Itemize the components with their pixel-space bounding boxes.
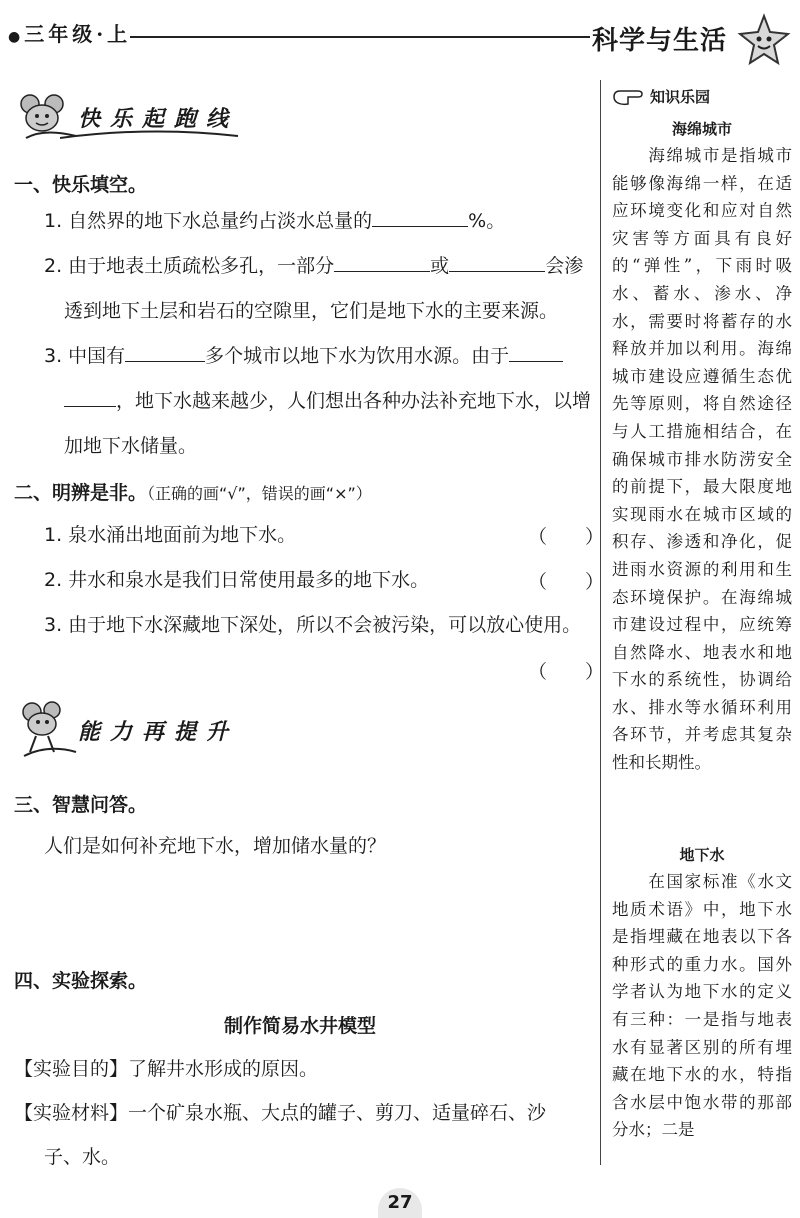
- section2-title: 二、明辨是非。: [14, 482, 148, 504]
- q3-blank-2a[interactable]: [509, 343, 563, 362]
- running-mouse-icon: [14, 700, 78, 760]
- happy-start-title: 快乐起跑线: [78, 105, 239, 132]
- grade-label: [8, 18, 131, 47]
- q3-blank-2b[interactable]: [64, 388, 116, 407]
- tf-item-3: 3. 由于地下水深藏地下深处，所以不会被污染，可以放心使用。: [44, 614, 582, 636]
- section2-heading: [14, 478, 372, 505]
- experiment-title: 制作简易水井模型: [223, 1015, 376, 1037]
- experiment-materials: 【实验材料】一个矿泉水瓶、大点的罐子、剪刀、适量碎石、沙: [14, 1102, 547, 1124]
- ability-up-title: 能力再提升: [78, 718, 239, 745]
- sidebar-title-groundwater: 地下水: [679, 846, 725, 864]
- tf-item-1: 1. 泉水涌出地面前为地下水。: [44, 524, 297, 546]
- banner-swoosh: [60, 128, 240, 142]
- sidebar-body-sponge-city: 海绵城市是指城市能够像海绵一样，在适应环境变化和应对自然灾害等方面具有良好的“弹性”，下雨时吸水、蓄水、渗水、净水，需要时将蓄存的水释放并加以利用。海绵城市建设应遵循生态优先等原则，将自然途径与人工措施相结合，在确保城市排水防涝安全的前提下，最大限度地实现雨水在城市区域的积存、渗透和净化，促进雨水资源的利用和生态环境保护。在海绵城市建设过程中，应统筹自然降水、地表水和地下水的系统性，协调给水、排水等水循环利用各环节，并考虑其复杂性和长期性。: [612, 146, 792, 773]
- q3-line2: [64, 388, 591, 414]
- q2-blank-2[interactable]: [449, 253, 545, 272]
- experiment-materials-cont: 子、水。: [44, 1146, 121, 1168]
- q1: [44, 208, 505, 234]
- tf-answer-1[interactable]: （ ）: [528, 526, 605, 548]
- ability-up-banner: [14, 700, 238, 760]
- q3-line1: [44, 343, 563, 369]
- experiment-purpose: 【实验目的】了解井水形成的原因。: [14, 1058, 319, 1080]
- star-mascot-icon: [736, 12, 792, 68]
- q2-line2: 透到地下土层和岩石的空隙里，它们是地下水的主要来源。: [64, 300, 559, 322]
- header-rule: [130, 36, 590, 38]
- subject-title: 科学与生活: [592, 26, 728, 56]
- q2-text: 2. 由于地表土质疏松多孔，一部分: [44, 255, 335, 277]
- tf-answer-3[interactable]: （ ）: [528, 661, 605, 683]
- tf-answer-2[interactable]: （ ）: [528, 571, 605, 593]
- section3-title: 三、智慧问答。: [14, 794, 148, 816]
- q1-text: 1. 自然界的地下水总量约占淡水总量的: [44, 210, 373, 232]
- corner-label-text: 知识乐园: [650, 88, 711, 106]
- q3-text-2: 多个城市以地下水为饮用水源。由于: [205, 345, 510, 367]
- q1-blank[interactable]: [372, 208, 468, 227]
- section2-hint: （正确的画“√”，错误的画“×”）: [147, 484, 372, 503]
- q2-line1: [44, 253, 583, 279]
- q2-blank-1[interactable]: [334, 253, 430, 272]
- column-divider: [600, 80, 601, 1165]
- sidebar-title-sponge-city: 海绵城市: [671, 120, 732, 138]
- header-dot-icon: ●: [8, 29, 25, 45]
- pointing-hand-icon: [612, 87, 644, 107]
- section1-title: 一、快乐填空。: [14, 174, 148, 196]
- page-number: 27: [378, 1188, 422, 1218]
- q3-blank-1[interactable]: [125, 343, 205, 362]
- section4-title: 四、实验探索。: [14, 970, 148, 992]
- q3-line3: 加地下水储量。: [64, 435, 198, 457]
- knowledge-corner-label: [612, 86, 710, 107]
- q3-line2-text: ，地下水越来越少，人们想出各种办法补充地下水，以增: [116, 390, 592, 412]
- grade-text: 三年级·上: [24, 22, 132, 46]
- tf-item-2: 2. 井水和泉水是我们日常使用最多的地下水。: [44, 569, 430, 591]
- q2-or: 或: [430, 255, 450, 277]
- section3-question: 人们是如何补充地下水，增加储水量的？: [44, 835, 387, 857]
- q3-text: 3. 中国有: [44, 345, 126, 367]
- q2-tail: 会渗: [545, 255, 584, 277]
- sidebar-body-groundwater: 在国家标准《水文地质术语》中，地下水是指埋藏在地表以下各种形式的重力水。国外学者认为地下水的定义有三种：一是指与地表水有显著区别的所有埋藏在地下水的水，特指含水层中饱水带的那部分水；二是: [612, 872, 792, 1140]
- q1-unit: %。: [468, 210, 506, 232]
